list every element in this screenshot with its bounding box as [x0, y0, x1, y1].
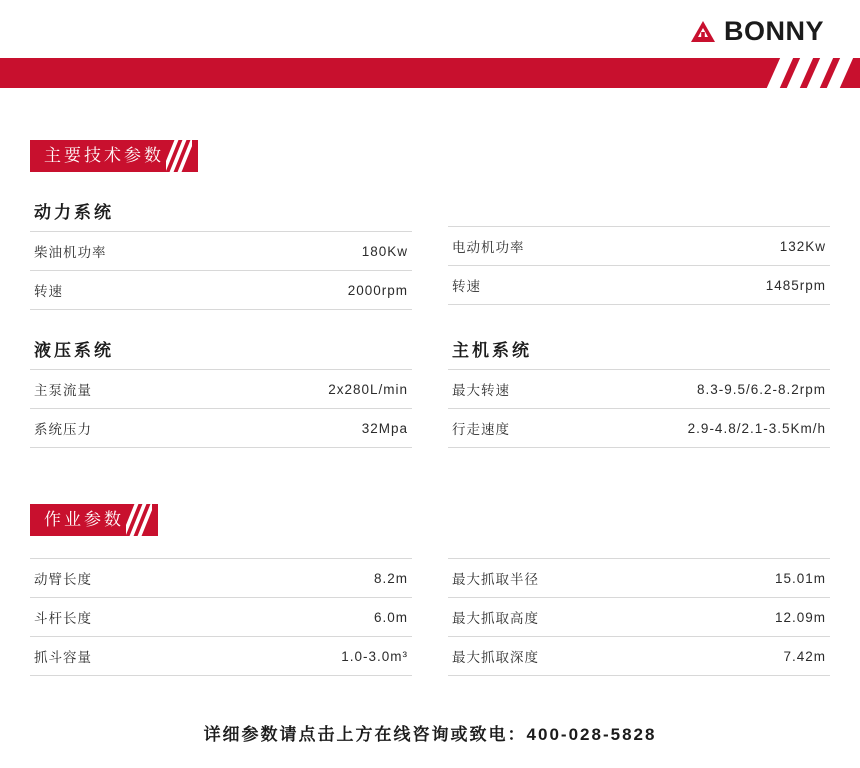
table-row: [30, 598, 412, 637]
triangle-mountain-icon: [690, 19, 716, 45]
spec-value: 15.01m: [684, 559, 830, 598]
section-work-params: [30, 482, 830, 676]
table-row: [448, 409, 830, 448]
banner-slash-group: [166, 140, 192, 172]
group-title: [452, 198, 830, 218]
spec-value: 132Kw: [655, 227, 830, 266]
spec-table: [30, 369, 412, 448]
table-row: [30, 637, 412, 676]
spec-value: 1485rpm: [655, 266, 830, 305]
spec-value: 1.0-3.0m³: [209, 637, 412, 676]
spec-table: [30, 558, 412, 676]
spec-label: 转速: [448, 266, 655, 305]
table-row: [448, 598, 830, 637]
table-row: [30, 232, 412, 271]
spec-value: 12.09m: [684, 598, 830, 637]
table-row: [448, 637, 830, 676]
group-title: 主机系统: [452, 341, 532, 360]
spec-label: 系统压力: [30, 409, 194, 448]
spec-value: 6.0m: [209, 598, 412, 637]
group-title: 液压系统: [34, 341, 114, 360]
spec-sheet: [0, 88, 860, 745]
brand-name: BONNY: [723, 16, 824, 46]
spec-group-power-diesel: [30, 172, 412, 310]
spec-label: 转速: [30, 271, 237, 310]
brand-logo: [690, 18, 824, 45]
table-row: [448, 227, 830, 266]
spec-value: 180Kw: [237, 232, 412, 271]
table-row: [448, 266, 830, 305]
spec-label: 最大抓取高度: [448, 598, 684, 637]
spec-label: 电动机功率: [448, 227, 655, 266]
table-row: [448, 370, 830, 409]
spec-label: 斗杆长度: [30, 598, 209, 637]
table-row: [30, 409, 412, 448]
spec-group-hydraulic: [30, 310, 412, 448]
table-row: [30, 559, 412, 598]
spec-label: 行走速度: [448, 409, 567, 448]
specs-row-3: [30, 558, 830, 676]
spec-value: 8.2m: [209, 559, 412, 598]
contact-footnote: 详细参数请点击上方在线咨询或致电：400-028-5828: [203, 725, 657, 744]
spec-label: 最大抓取半径: [448, 559, 684, 598]
header-accent-bar: [0, 58, 860, 88]
spec-label: 抓斗容量: [30, 637, 209, 676]
section-title: 作业参数: [30, 504, 158, 536]
spec-value: 7.42m: [684, 637, 830, 676]
spec-value: 32Mpa: [194, 409, 412, 448]
spec-value: 2.9-4.8/2.1-3.5Km/h: [567, 409, 830, 448]
table-row: [30, 271, 412, 310]
banner-slash-group: [126, 504, 152, 536]
spec-label: 柴油机功率: [30, 232, 237, 271]
spec-label: 最大抓取深度: [448, 637, 684, 676]
spec-label: 动臂长度: [30, 559, 209, 598]
spec-group-grab: [448, 558, 830, 676]
spec-group-boom: [30, 558, 412, 676]
section-main-specs: [30, 88, 830, 448]
spec-table: [448, 226, 830, 305]
spec-group-main-machine: [448, 310, 830, 448]
page-header: [0, 0, 860, 88]
specs-row-2: [30, 310, 830, 448]
spec-label: 主泵流量: [30, 370, 194, 409]
section-banner: [30, 140, 198, 172]
spec-table: [448, 369, 830, 448]
spec-group-power-electric: [448, 172, 830, 310]
spec-value: 2000rpm: [237, 271, 412, 310]
spec-value: 8.3-9.5/6.2-8.2rpm: [567, 370, 830, 409]
spec-value: 2x280L/min: [194, 370, 412, 409]
table-row: [448, 559, 830, 598]
group-title: 动力系统: [34, 203, 114, 222]
table-row: [30, 370, 412, 409]
spec-table: [30, 231, 412, 310]
header-top: [0, 0, 860, 58]
spec-label: 最大转速: [448, 370, 567, 409]
section-banner: [30, 504, 158, 536]
specs-row-1: [30, 172, 830, 310]
spec-table: [448, 558, 830, 676]
section-title: 主要技术参数: [30, 140, 198, 172]
